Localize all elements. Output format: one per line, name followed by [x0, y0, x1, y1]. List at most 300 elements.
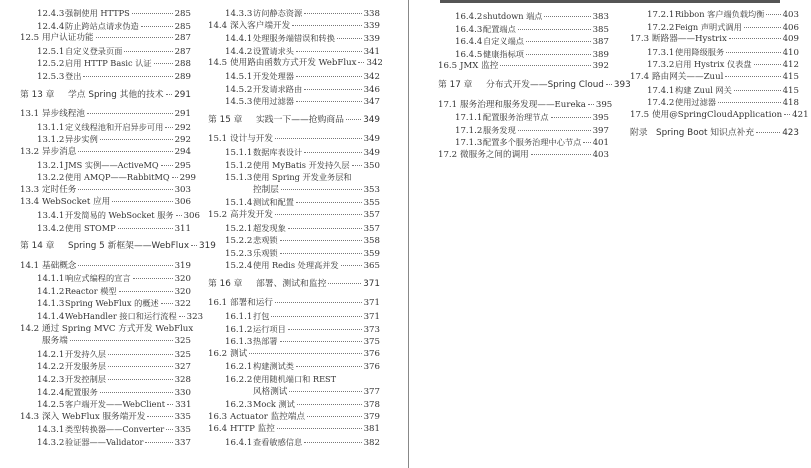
toc-entry: [630, 58, 799, 71]
toc-entry: [208, 70, 380, 83]
toc-entry: [208, 411, 380, 424]
toc-entry: [20, 272, 191, 285]
entry-number: 12.5: [20, 33, 40, 44]
dot-leader: [352, 165, 362, 166]
entry-page: 339: [363, 34, 380, 45]
entry-title: 使用过滤器: [253, 96, 294, 107]
entry-number: 13.1.2: [37, 135, 65, 146]
toc-entry: [20, 108, 191, 121]
entry-page: 306: [183, 210, 200, 221]
entry-title: Spring 5 新框架——WebFlux: [68, 241, 190, 252]
entry-title: 使用 AMQP——RabbitMQ: [65, 172, 170, 183]
entry-page: 355: [363, 198, 380, 209]
dot-leader: [304, 13, 361, 14]
entry-page: 287: [174, 46, 191, 57]
entry-number: 第 15 章: [208, 114, 243, 125]
entry-title: 处理服务端错误和转换: [253, 33, 335, 44]
dot-leader: [756, 132, 780, 133]
dot-leader: [277, 428, 362, 429]
entry-title: HTTP 监控: [230, 424, 275, 435]
dot-leader: [133, 278, 173, 279]
entry-page: 359: [363, 248, 380, 259]
entry-title: 深入 WebFlux 服务端开发: [42, 411, 146, 422]
dot-leader: [784, 114, 790, 115]
dot-leader: [337, 38, 362, 39]
entry-number: 16.4.1: [225, 438, 253, 448]
toc-entry: [208, 360, 380, 373]
dot-leader: [304, 89, 361, 90]
entry-page: 392: [592, 61, 609, 72]
entry-number: 16.5: [438, 61, 458, 72]
entry-page: 373: [363, 324, 380, 335]
entry-title: 运行项目: [253, 323, 286, 334]
entry-title: 配置多个服务治理中心节点: [483, 137, 582, 148]
entry-page: 357: [363, 209, 380, 220]
toc-entry: [438, 99, 613, 112]
entry-title: WebSocket 应用: [42, 197, 111, 208]
toc-entry: [20, 209, 200, 222]
entry-number: 17.4.2: [647, 98, 675, 109]
entry-title: 验证器——Validator: [65, 437, 144, 447]
entry-page: 415: [782, 85, 799, 96]
dot-leader: [296, 101, 362, 102]
toc-entry: [20, 386, 191, 399]
entry-page: 349: [363, 147, 380, 158]
dot-leader: [281, 189, 362, 190]
entry-number: 14.2.3: [37, 375, 65, 386]
entry-number: 17.3.2: [647, 60, 675, 71]
toc-column-3: [438, 10, 631, 162]
toc-entry: [208, 209, 380, 222]
page-divider: [408, 0, 409, 468]
entry-page: 346: [363, 84, 380, 95]
toc-entry: [208, 348, 380, 361]
entry-page: 423: [782, 128, 799, 139]
entry-page: 371: [363, 312, 380, 323]
dot-leader: [191, 245, 197, 246]
entry-page: 299: [179, 173, 196, 184]
entry-page: 292: [174, 122, 191, 133]
entry-page: 401: [592, 138, 609, 149]
entry-page: 287: [174, 33, 191, 44]
entry-title: 构建 Zuul 网关: [675, 84, 732, 95]
dot-leader: [358, 62, 364, 63]
entry-title: WebHandler 接口和运行流程: [65, 311, 177, 322]
entry-title: 定义线程池和开启异步可用: [65, 121, 164, 132]
toc-entry: [438, 10, 609, 23]
entry-page: 322: [174, 299, 191, 310]
entry-page: 291: [174, 89, 191, 100]
entry-title: 启用 Hystrix 仪表盘: [675, 59, 752, 70]
toc-column-2: [208, 7, 383, 449]
entry-title: 设计与开发: [230, 134, 273, 145]
dot-leader: [176, 215, 182, 216]
toc-entry: [20, 310, 204, 323]
entry-title: 异步实例: [65, 134, 98, 145]
toc-entry: [630, 46, 799, 59]
entry-title: 部署、测试和监控: [256, 278, 327, 289]
entry-title: 实践一下——抢购商品: [256, 114, 344, 125]
toc-entry: [208, 310, 380, 323]
toc-entry: [630, 96, 799, 109]
entry-number: 16.2.1: [225, 362, 253, 373]
toc-entry: [20, 222, 191, 235]
dot-leader: [275, 302, 362, 303]
entry-number: 12.4.4: [37, 21, 65, 32]
toc-entry: [630, 8, 799, 21]
entry-page: 292: [174, 135, 191, 146]
entry-number: 14.5: [208, 58, 228, 69]
entry-page: 375: [363, 337, 380, 348]
toc-entry: [630, 33, 799, 46]
entry-number: 14.2.4: [37, 387, 65, 398]
toc-entry: [208, 171, 380, 184]
entry-title: Reactor 模型: [65, 285, 117, 296]
entry-title: 构建测试类: [253, 361, 294, 372]
toc-entry: [20, 436, 191, 449]
entry-title: 路由网关——Zuul: [652, 71, 724, 82]
toc-entry: [20, 373, 191, 386]
dot-leader: [83, 76, 172, 77]
entry-page: 337: [174, 438, 191, 448]
entry-number: 14.3: [20, 411, 40, 422]
toc-entry: [438, 35, 609, 48]
entry-title: 配置端点: [483, 23, 516, 34]
entry-title: 测试: [230, 348, 248, 359]
dot-leader: [307, 416, 362, 417]
entry-title: 部署和运行: [230, 298, 273, 309]
entry-number: 14.5.3: [225, 97, 253, 108]
entry-number: 13.3: [20, 184, 40, 195]
dot-leader: [606, 84, 612, 85]
toc-entry: [208, 373, 380, 386]
entry-number: 14.4.2: [225, 46, 253, 57]
dot-leader: [78, 151, 172, 152]
entry-title: 强制使用 HTTPS: [65, 8, 130, 18]
dot-leader: [296, 76, 362, 77]
toc-entry: [20, 423, 191, 436]
toc-entry: [438, 48, 609, 61]
entry-title: 基础概念: [42, 260, 77, 271]
dot-leader: [289, 391, 361, 392]
dot-leader: [288, 228, 362, 229]
dot-leader: [500, 65, 590, 66]
toc-entry: [630, 84, 799, 97]
entry-number: 14.2.5: [37, 400, 65, 411]
entry-number: 14.3.2: [37, 438, 65, 448]
toc-entry: [630, 71, 799, 84]
entry-title: 查看敏感信息: [253, 437, 303, 447]
dot-leader: [744, 27, 781, 28]
toc-chapter-entry: [630, 127, 799, 140]
toc-entry: [208, 83, 380, 96]
entry-page: 357: [363, 223, 380, 234]
entry-title: Feign 声明式调用: [675, 21, 742, 32]
entry-title: 服务治理和服务发现——Eureka: [460, 99, 586, 110]
entry-page: 291: [174, 109, 191, 120]
toc-entry: [208, 32, 380, 45]
entry-page: 395: [592, 113, 609, 124]
dot-leader: [518, 29, 591, 30]
entry-number: 14.2.2: [37, 362, 65, 373]
dot-leader: [108, 379, 173, 380]
entry-number: 12.4.3: [37, 9, 65, 19]
entry-title: 高并发开发: [230, 209, 273, 220]
dot-leader: [551, 117, 591, 118]
entry-title: 使用降级服务: [675, 46, 725, 57]
entry-number: 16.4.3: [455, 24, 483, 35]
entry-page: 311: [174, 223, 191, 234]
entry-number: 16.1.1: [225, 312, 253, 323]
entry-number: 14.4: [208, 20, 228, 31]
entry-number: 14.1.4: [37, 312, 65, 323]
entry-number: 13.2.2: [37, 173, 65, 184]
entry-page: 325: [174, 336, 191, 347]
entry-title: 自定义登录页面: [65, 45, 123, 56]
entry-number: 15.2: [208, 209, 228, 220]
dot-leader: [341, 265, 362, 266]
dot-leader: [766, 14, 780, 15]
toc-entry: [208, 57, 383, 70]
dot-leader: [132, 13, 173, 14]
entry-number: 15.2.3: [225, 248, 253, 259]
entry-page: 412: [782, 60, 799, 71]
entry-number: 17.1.3: [455, 138, 483, 149]
entry-page: 410: [782, 47, 799, 58]
toc-entry: [20, 7, 191, 20]
entry-page: 377: [363, 386, 380, 397]
entry-title: 深入客户端开发: [230, 20, 291, 31]
entry-page: 347: [363, 97, 380, 108]
dot-leader: [271, 316, 361, 317]
dot-leader: [328, 283, 361, 284]
toc-entry: [20, 159, 191, 172]
entry-title: 使用 Redis 处理高并发: [253, 260, 339, 271]
entry-page: 383: [592, 12, 609, 22]
dot-leader: [297, 404, 362, 405]
toc-entry: [20, 360, 191, 373]
entry-title: shutdown 端点: [483, 11, 543, 21]
dot-leader: [280, 341, 362, 342]
dot-leader: [304, 442, 361, 443]
entry-title: 学点 Spring 其他的技术: [68, 89, 164, 100]
entry-title: 使用路由函数方式开发 WebFlux: [230, 58, 357, 69]
dot-leader: [726, 52, 780, 53]
dot-leader: [78, 265, 172, 266]
toc-entry: [20, 398, 191, 411]
entry-title: 使用 Spring 开发业务层和: [253, 172, 352, 183]
dot-leader: [296, 202, 362, 203]
toc-entry: [438, 124, 609, 137]
dot-leader: [718, 102, 781, 103]
entry-page: 371: [363, 278, 380, 289]
toc-column-4: [630, 8, 809, 147]
entry-page: 335: [174, 411, 191, 422]
toc-entry: [208, 297, 380, 310]
entry-title: 控制层: [253, 184, 279, 195]
entry-title: 开发持久层: [65, 348, 106, 359]
dot-leader: [729, 38, 781, 39]
dot-leader: [108, 366, 173, 367]
toc-entry: [20, 121, 191, 134]
entry-number: 13.4.2: [37, 223, 65, 234]
entry-number: 14.2: [20, 323, 40, 334]
toc-entry: [20, 184, 191, 197]
entry-page: 320: [174, 274, 191, 285]
entry-page: 335: [174, 425, 191, 436]
entry-number: 14.2.1: [37, 349, 65, 360]
entry-number: 13.1: [20, 109, 40, 120]
entry-number: 15.2.2: [225, 236, 253, 247]
dot-leader: [119, 291, 173, 292]
toc-entry: [20, 70, 191, 83]
entry-page: 319: [199, 241, 216, 252]
entry-page: 328: [174, 375, 191, 386]
dot-leader: [280, 253, 362, 254]
toc-chapter-entry: [208, 278, 380, 291]
entry-title: 用户认证功能: [42, 33, 94, 44]
entry-title: 启用 HTTP Basic 认证: [65, 58, 152, 69]
entry-page: 323: [186, 312, 204, 323]
entry-number: 13.4.1: [37, 210, 65, 221]
dot-leader: [249, 353, 361, 354]
toc-entry: [438, 149, 609, 162]
entry-number: 16.1: [208, 298, 228, 309]
dot-leader: [531, 154, 591, 155]
entry-title: 配置服务治理节点: [483, 112, 549, 123]
toc-entry: [438, 60, 609, 73]
entry-number: 17.5: [630, 109, 650, 120]
entry-title: 防止跨站点请求伪造: [65, 20, 139, 31]
dot-leader: [78, 189, 172, 190]
entry-title: JMX 监控: [460, 61, 499, 72]
entry-number: 附录: [630, 128, 648, 139]
entry-page: 353: [363, 184, 380, 195]
entry-title: 开发简易的 WebSocket 服务: [65, 209, 174, 220]
entry-number: 16.2: [208, 348, 228, 359]
entry-page: 371: [363, 298, 380, 309]
dot-leader: [145, 442, 172, 443]
dot-leader: [734, 90, 781, 91]
dot-leader: [112, 201, 172, 202]
dot-leader: [296, 366, 362, 367]
entry-title: 打包: [253, 311, 270, 322]
entry-number: 17.2.2: [647, 22, 675, 33]
entry-number: 14.1.2: [37, 286, 65, 297]
toc-entry: [208, 7, 380, 20]
entry-title: 使用@SpringCloudApplication: [652, 109, 783, 120]
toc-entry: [20, 335, 191, 348]
entry-title: 异步消息: [42, 146, 77, 157]
dot-leader: [179, 316, 185, 317]
entry-title: 使用 STOMP: [65, 222, 116, 233]
dot-leader: [304, 152, 361, 153]
entry-title: 测试和配置: [253, 197, 294, 208]
entry-title: 配置服务: [65, 386, 98, 397]
dot-leader: [161, 165, 173, 166]
entry-page: 330: [174, 387, 191, 398]
entry-page: 338: [363, 9, 380, 19]
dot-leader: [118, 228, 173, 229]
entry-title: 定时任务: [42, 184, 77, 195]
entry-number: 14.3.1: [37, 425, 65, 436]
toc-entry: [438, 111, 609, 124]
entry-page: 376: [363, 348, 380, 359]
entry-title: 开发服务层: [65, 361, 106, 372]
entry-title: Actuator 监控端点: [230, 411, 305, 422]
toc-chapter-entry: [20, 240, 216, 253]
entry-number: 12.5.1: [37, 46, 65, 57]
dot-leader: [165, 127, 172, 128]
entry-number: 12.5.3: [37, 71, 65, 82]
entry-number: 14.5.1: [225, 71, 253, 82]
entry-number: 17.3: [630, 34, 650, 45]
dot-leader: [147, 416, 172, 417]
entry-title: 设置请求头: [253, 45, 294, 56]
toc-entry: [208, 20, 380, 33]
entry-title: 异步线程池: [42, 109, 85, 120]
entry-title: Spring Boot 知识点补充: [656, 128, 755, 139]
entry-page: 320: [174, 286, 191, 297]
toc-entry: [208, 247, 380, 260]
entry-number: 15.1.2: [225, 160, 253, 171]
dot-leader: [275, 214, 362, 215]
entry-page: 381: [363, 424, 380, 435]
dot-leader: [518, 130, 591, 131]
entry-title: 通过 Spring MVC 方式开发 WebFlux: [42, 323, 194, 334]
toc-entry: [208, 133, 380, 146]
dot-leader: [161, 303, 173, 304]
toc-entry: [208, 196, 380, 209]
toc-column-1: [20, 7, 216, 449]
entry-page: 327: [174, 362, 191, 373]
entry-title: 风格测试: [253, 386, 288, 397]
entry-title: 悲观锁: [253, 235, 278, 246]
dot-leader: [70, 340, 173, 341]
toc-entry: [20, 171, 196, 184]
entry-title: 类型转换器——Converter: [65, 424, 165, 435]
entry-number: 13.1.1: [37, 122, 65, 133]
entry-number: 16.4: [208, 424, 228, 435]
dot-leader: [172, 177, 178, 178]
dot-leader: [754, 64, 781, 65]
entry-page: 415: [782, 71, 799, 82]
entry-title: 数据库表设计: [253, 146, 303, 157]
dot-leader: [100, 139, 173, 140]
entry-number: 16.1.2: [225, 324, 253, 335]
entry-number: 17.4: [630, 71, 650, 82]
entry-number: 第 17 章: [438, 79, 473, 90]
entry-number: 15.1.4: [225, 198, 253, 209]
entry-number: 16.2.3: [225, 400, 253, 411]
dot-leader: [288, 329, 362, 330]
entry-page: 295: [174, 160, 191, 171]
entry-number: 第 13 章: [20, 89, 55, 100]
dot-leader: [544, 16, 590, 17]
dot-leader: [154, 63, 173, 64]
entry-title: 登出: [65, 70, 82, 81]
toc-entry: [208, 234, 380, 247]
toc-entry: [20, 323, 194, 336]
entry-page: 387: [592, 37, 609, 48]
dot-leader: [166, 429, 172, 430]
dot-leader: [141, 26, 173, 27]
entry-page: 389: [592, 49, 609, 60]
toc-entry: [208, 398, 380, 411]
entry-number: 13.2.1: [37, 160, 65, 171]
toc-entry: [20, 348, 191, 361]
entry-page: 409: [782, 34, 799, 45]
